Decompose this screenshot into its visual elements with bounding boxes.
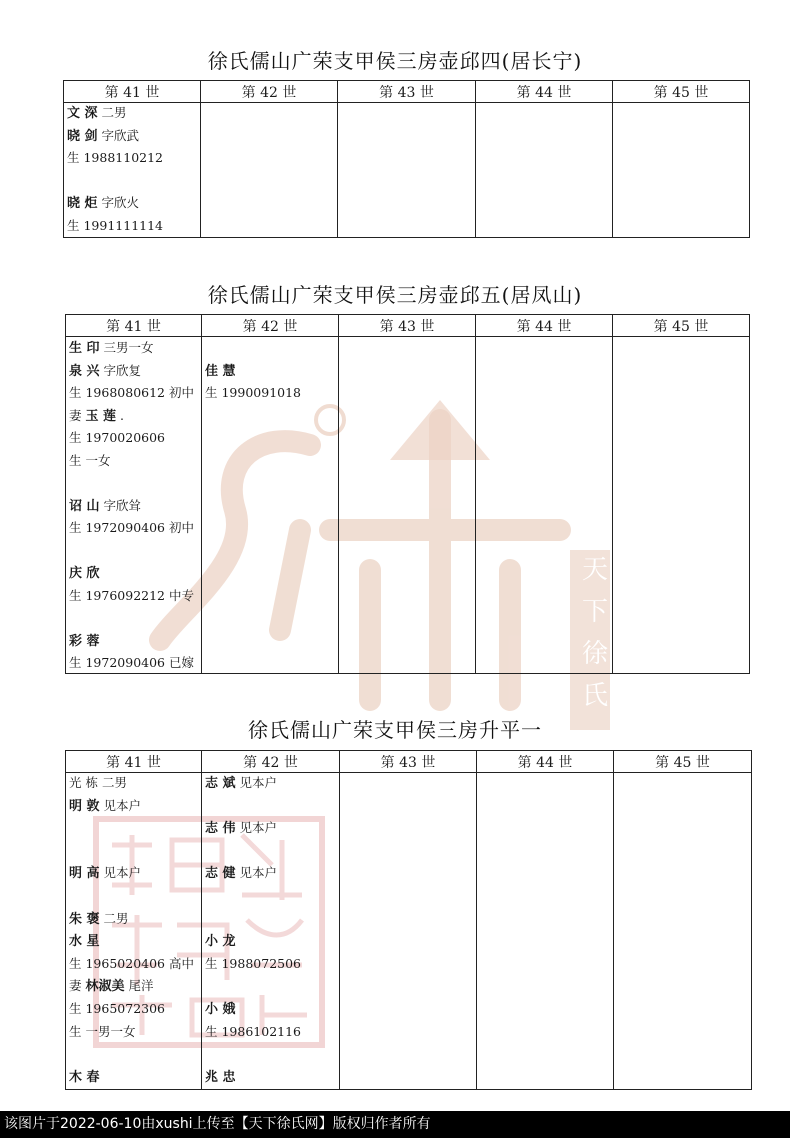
- entry-text: 字欣耸: [99, 497, 142, 513]
- genealogy-table-3: [65, 750, 752, 1090]
- section-3-title: 徐氏儒山广荣支甲侯三房升平一: [248, 718, 542, 742]
- gen44-cell: [476, 337, 613, 674]
- section-1-title: 徐氏儒山广荣支甲侯三房壶邱四(居长宁): [207, 49, 583, 73]
- entry-line: [205, 933, 236, 950]
- entry-text: 妻: [69, 978, 86, 994]
- person-name: 泉 兴: [69, 363, 100, 379]
- header-gen-45: 第 45 世: [614, 751, 752, 773]
- entry-line: [69, 430, 165, 446]
- entry-line: [69, 1024, 135, 1040]
- person-name: 佳 慧: [205, 363, 236, 379]
- entry-line: [69, 911, 129, 928]
- entry-line: [67, 218, 163, 234]
- entry-text: 生 1970020606: [69, 430, 166, 445]
- header-gen-42: 第 42 世: [202, 315, 339, 337]
- person-name: 晓 剑: [67, 128, 98, 144]
- entry-line: [205, 1001, 236, 1018]
- gen43-cell: [339, 337, 476, 674]
- gen42-cell: [201, 103, 338, 238]
- entry-line: [205, 1024, 301, 1040]
- entry-text: 生 1965020406 高中: [69, 955, 194, 971]
- entry-text: 妻: [69, 407, 86, 423]
- entry-text: 生 1965072306: [69, 1001, 166, 1016]
- person-name: 木 春: [69, 1069, 100, 1085]
- entry-line: [69, 798, 141, 815]
- person-name: 林淑美: [85, 979, 125, 995]
- entry-line: [205, 820, 277, 837]
- genealogy-table-2: [65, 314, 750, 674]
- entry-text: 字欣复: [99, 362, 142, 378]
- entry-line: [69, 655, 194, 671]
- person-name: 兆 忠: [205, 1069, 236, 1085]
- person-name: 玉 莲: [85, 408, 117, 424]
- entry-line: [69, 933, 100, 950]
- entry-text: 见本户: [235, 820, 278, 836]
- entry-text: 生 1991111114: [67, 217, 164, 233]
- entry-line: [205, 363, 236, 380]
- gen43-cell: [338, 103, 476, 238]
- gen45-cell: [613, 337, 750, 674]
- header-gen-43: 第 43 世: [338, 81, 476, 103]
- entry-text: 生 一女: [69, 452, 111, 468]
- header-gen-43: 第 43 世: [339, 315, 476, 337]
- entry-line: [69, 453, 110, 469]
- entry-text: 字欣火: [97, 195, 140, 210]
- entry-text: 二男: [99, 910, 129, 926]
- person-name: 志 斌: [205, 776, 236, 791]
- person-name: 明 敦: [69, 798, 100, 814]
- gen41-cell: [66, 337, 202, 674]
- header-gen-43: 第 43 世: [340, 751, 477, 773]
- entry-line: [69, 956, 194, 972]
- entry-text: .: [116, 407, 124, 423]
- header-gen-44: 第 44 世: [477, 751, 614, 773]
- gen43-cell: [340, 773, 477, 1090]
- entry-line: [205, 1069, 236, 1086]
- entry-line: [67, 128, 139, 145]
- header-gen-42: 第 42 世: [202, 751, 340, 773]
- logo-char-1: 天: [582, 555, 609, 585]
- entry-text: 见本户: [235, 865, 278, 881]
- gen44-cell: [477, 773, 614, 1090]
- entry-text: 生 1972090406 初中: [69, 520, 194, 535]
- gen44-cell: [476, 103, 613, 238]
- person-name: 小 龙: [205, 934, 236, 950]
- entry-text: 三男一女: [99, 340, 154, 355]
- entry-line: [69, 340, 154, 357]
- person-name: 晓 炬: [67, 196, 98, 211]
- entry-line: [205, 956, 301, 972]
- gen42-cell: [202, 337, 339, 674]
- entry-text: 生 1968080612 初中: [69, 385, 194, 400]
- entry-line: [69, 385, 194, 401]
- entry-text: 见本户: [99, 865, 142, 881]
- entry-text: 字欣武: [97, 127, 140, 143]
- person-name: 彩 蓉: [69, 633, 100, 649]
- entry-text: 见本户: [235, 775, 278, 790]
- entry-text: 生 1988072506: [205, 955, 302, 971]
- entry-line: [67, 195, 139, 212]
- entry-text: 生 1976092212 中专: [69, 587, 194, 603]
- entry-line: [69, 498, 141, 515]
- gen45-cell: [614, 773, 752, 1090]
- header-gen-41: 第 41 世: [66, 751, 202, 773]
- header-gen-45: 第 45 世: [613, 315, 750, 337]
- person-name: 庆 欣: [69, 566, 100, 581]
- entry-line: [205, 865, 277, 882]
- entry-line: [69, 1001, 165, 1017]
- entry-text: 生 一男一女: [69, 1023, 136, 1039]
- entry-line: [69, 633, 100, 650]
- entry-text: 生 1972090406 已嫁: [69, 655, 194, 670]
- entry-line: [69, 408, 124, 425]
- entry-text: 二男: [97, 105, 127, 120]
- section-2-title: 徐氏儒山广荣支甲侯三房壶邱五(居凤山): [207, 283, 583, 307]
- entry-line: [67, 105, 127, 122]
- entry-text: 尾洋: [124, 978, 154, 994]
- person-name: 志 伟: [205, 821, 236, 837]
- header-gen-44: 第 44 世: [476, 81, 613, 103]
- logo-char-3: 徐: [582, 639, 609, 669]
- entry-line: [205, 775, 277, 792]
- gen42-cell: [202, 773, 340, 1090]
- entry-line: [69, 588, 194, 604]
- entry-text: 见本户: [99, 797, 142, 813]
- person-name: 志 健: [205, 866, 236, 882]
- header-gen-45: 第 45 世: [613, 81, 750, 103]
- entry-line: [69, 978, 153, 995]
- gen41-cell: [66, 773, 202, 1090]
- entry-text: 生 1986102116: [205, 1023, 302, 1039]
- person-name: 朱 褒: [69, 911, 100, 927]
- gen45-cell: [613, 103, 750, 238]
- entry-line: [69, 363, 141, 380]
- person-name: 诏 山: [69, 498, 100, 514]
- header-gen-44: 第 44 世: [476, 315, 613, 337]
- gen41-cell: [64, 103, 201, 238]
- entry-line: [69, 565, 100, 582]
- entry-text: 生 1990091018: [205, 385, 302, 400]
- person-name: 文 深: [67, 106, 98, 121]
- person-name: 明 高: [69, 866, 100, 882]
- header-gen-41: 第 41 世: [64, 81, 201, 103]
- logo-char-4: 氏: [582, 681, 609, 711]
- person-name: 生 印: [69, 341, 100, 356]
- entry-line: [69, 520, 194, 536]
- person-name: 小 娥: [205, 1002, 236, 1017]
- entry-line: [69, 775, 127, 791]
- entry-line: [205, 385, 301, 401]
- entry-line: [67, 150, 163, 166]
- entry-text: 光 栋 二男: [69, 775, 127, 790]
- genealogy-table-1: [63, 80, 750, 238]
- person-name: 水 星: [69, 934, 100, 950]
- entry-text: 生 1988110212: [67, 150, 164, 165]
- logo-char-2: 下: [582, 597, 609, 627]
- header-gen-42: 第 42 世: [201, 81, 338, 103]
- footer-copyright-bar: 该图片于2022-06-10由xushi上传至【天下徐氏网】版权归作者所有: [0, 1111, 790, 1138]
- entry-line: [69, 1069, 100, 1086]
- header-gen-41: 第 41 世: [66, 315, 202, 337]
- entry-line: [69, 865, 141, 882]
